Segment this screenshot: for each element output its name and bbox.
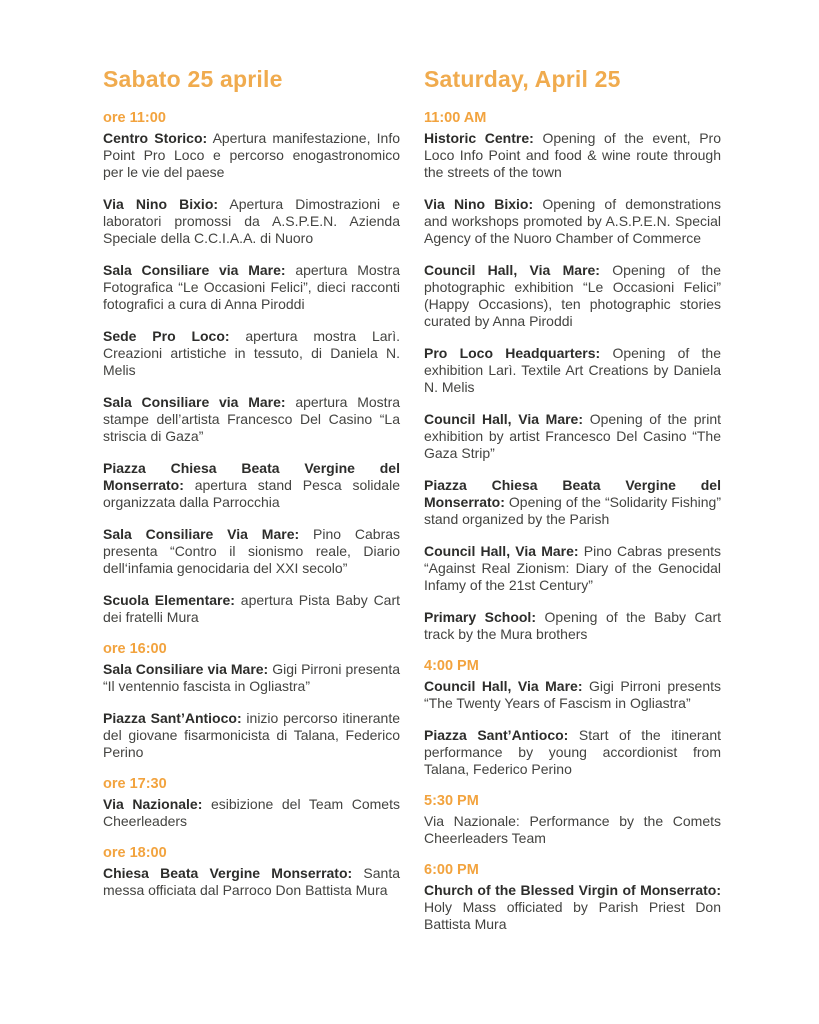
event-description: Gigi Pirroni presenta “Il ventennio fascista in Ogliastra” (103, 661, 401, 694)
location-description-separator (568, 727, 579, 743)
event-paragraph (103, 526, 400, 577)
event-paragraph (103, 710, 400, 761)
event-list (424, 678, 721, 778)
event-list (103, 130, 400, 626)
event-description: Opening of the Baby Cart track by the Mura brothers (424, 609, 721, 642)
event-paragraph (424, 477, 721, 528)
event-location: Sala Consiliare via Mare: (103, 661, 269, 677)
location-description-separator (600, 345, 612, 361)
event-paragraph (424, 727, 721, 778)
event-location: Council Hall, Via Mare: (424, 411, 584, 427)
time-label: ore 16:00 (103, 641, 167, 657)
event-list (103, 661, 400, 761)
event-paragraph (424, 543, 721, 594)
event-location: Sede Pro Loco: (103, 328, 230, 344)
time-label: 4:00 PM (424, 658, 479, 674)
event-location: Primary School: (424, 609, 536, 625)
event-paragraph (103, 661, 400, 695)
event-description: inizio percorso itinerante del giovane fisarmonicista di Talana, Federico Perino (103, 710, 401, 760)
event-description: apertura Mostra Fotografica “Le Occasioni Felici”, dieci racconti fotografici a cura di Anna Piroddi (103, 262, 401, 312)
location-description-separator (299, 526, 313, 542)
event-location: Scuola Elementare: (103, 592, 235, 608)
event-list (103, 796, 400, 830)
event-paragraph (103, 592, 400, 626)
time-label: ore 11:00 (103, 110, 166, 126)
time-label: 6:00 PM (424, 862, 479, 878)
time-section (424, 658, 721, 778)
event-location: Council Hall, Via Mare: (424, 678, 583, 694)
event-location: Pro Loco Headquarters: (424, 345, 601, 361)
event-paragraph (424, 813, 721, 847)
event-location: Chiesa Beata Vergine Monserrato: (103, 865, 353, 881)
event-paragraph (424, 130, 721, 181)
event-location: Piazza Chiesa Beata Vergine del Monserrato: (424, 477, 721, 510)
event-paragraph (103, 460, 400, 511)
event-location: Piazza Sant’Antioco: (103, 710, 242, 726)
event-list (424, 882, 721, 933)
location-description-separator (218, 196, 229, 212)
event-description: Pino Cabras presents “Against Real Zionism: Diary of the Genocidal Infamy of the 21st Century” (424, 543, 722, 593)
event-description: Santa messa officiata dal Parroco Don Battista Mura (103, 865, 401, 898)
event-location: Via Nazionale: (103, 796, 203, 812)
location-description-separator (286, 394, 296, 410)
event-description: apertura mostra Larì. Creazioni artistiche in tessuto, di Daniela N. Melis (103, 328, 400, 378)
event-description: Apertura manifestazione, Info Point Pro Loco e percorso enogastronomico per le vie del paese (103, 130, 400, 180)
location-description-separator (352, 865, 363, 881)
event-location: Sala Consiliare via Mare: (103, 262, 286, 278)
time-section (424, 793, 721, 847)
event-location: Council Hall, Via Mare: (424, 262, 600, 278)
event-list (103, 865, 400, 899)
event-description: Holy Mass officiated by Parish Priest Don Battista Mura (424, 899, 721, 932)
event-paragraph (424, 196, 721, 247)
time-section (103, 776, 400, 830)
time-label: 11:00 AM (424, 110, 487, 126)
event-paragraph (424, 882, 721, 933)
location-description-separator (184, 477, 195, 493)
event-paragraph (424, 345, 721, 396)
event-list (424, 813, 721, 847)
event-location: Centro Storico: (103, 130, 208, 146)
location-description-separator (202, 796, 211, 812)
event-description: Opening of the print exhibition by artist Francesco Del Casino “The Gaza Strip” (424, 411, 721, 461)
section-list (103, 110, 400, 899)
event-description: Opening of demonstrations and workshops promoted by A.S.P.E.N. Special Agency of the Nuoro Chamber of Commerce (424, 196, 721, 246)
event-location: Via Nino Bixio: (103, 196, 219, 212)
time-section (103, 845, 400, 899)
location-description-separator (600, 262, 612, 278)
event-description: Opening of the photographic exhibition “Le Occasioni Felici” (Happy Occasions), ten photographic stories curated by Anna Piroddi (424, 262, 722, 329)
time-label: ore 18:00 (103, 845, 167, 861)
time-label: 5:30 PM (424, 793, 479, 809)
event-description: Opening of the exhibition Larì. Textile Art Creations by Daniela N. Melis (424, 345, 721, 395)
event-location: Council Hall, Via Mare: (424, 543, 579, 559)
event-description: apertura Pista Baby Cart dei fratelli Mura (103, 592, 401, 625)
day-heading: Saturday, April 25 (424, 66, 621, 92)
event-paragraph (103, 196, 400, 247)
event-location: Church of the Blessed Virgin of Monserrato: (424, 882, 721, 898)
event-description: Opening of the “Solidarity Fishing” stand organized by the Parish (424, 494, 721, 527)
day-heading: Sabato 25 aprile (103, 66, 283, 92)
location-description-separator (583, 411, 590, 427)
event-description: Apertura Dimostrazioni e laboratori promossi da A.S.P.E.N. Azienda Speciale della C.C.I.A.A. di Nuoro (103, 196, 400, 246)
event-location: Sala Consiliare via Mare: (103, 394, 286, 410)
event-description: Performance by the Comets Cheerleaders Team (424, 813, 722, 846)
event-paragraph (103, 394, 400, 445)
event-paragraph (424, 262, 721, 330)
event-description: apertura Mostra stampe dell’artista Francesco Del Casino “La striscia di Gaza” (103, 394, 401, 444)
program-column-english (424, 66, 721, 948)
event-paragraph (424, 609, 721, 643)
event-location: Piazza Sant’Antioco: (424, 727, 569, 743)
location-description-separator (536, 609, 545, 625)
event-paragraph (424, 678, 721, 712)
event-location: Piazza Chiesa Beata Vergine del Monserrato: (103, 460, 400, 493)
event-list (424, 130, 721, 643)
event-paragraph (103, 865, 400, 899)
time-section (103, 641, 400, 761)
event-paragraph (103, 328, 400, 379)
event-paragraph (103, 262, 400, 313)
event-paragraph (103, 796, 400, 830)
location-description-separator (230, 328, 246, 344)
event-description: esibizione del Team Comets Cheerleaders (103, 796, 400, 829)
time-label: ore 17:30 (103, 776, 167, 792)
event-location: Historic Centre: (424, 130, 534, 146)
location-description-separator (520, 813, 530, 829)
time-section (103, 110, 400, 626)
event-location: Via Nino Bixio: (424, 196, 534, 212)
location-description-separator (286, 262, 296, 278)
event-description: apertura stand Pesca solidale organizzata dalla Parrocchia (103, 477, 400, 510)
event-description: Gigi Pirroni presents “The Twenty Years of Fascism in Ogliastra” (424, 678, 722, 711)
time-section (424, 110, 721, 643)
program-column-italian (103, 66, 400, 914)
event-location: Via Nazionale: (424, 813, 520, 829)
event-description: Start of the itinerant performance by young accordionist from Talana, Federico Perino (424, 727, 722, 777)
event-paragraph (103, 130, 400, 181)
event-paragraph (424, 411, 721, 462)
location-description-separator (533, 196, 542, 212)
event-description: Opening of the event, Pro Loco Info Point and food & wine route through the streets of the town (424, 130, 721, 180)
event-description: Pino Cabras presenta “Contro il sionismo reale, Diario dell‘infamia genocidaria del XXI secolo” (103, 526, 401, 576)
section-list (424, 110, 721, 933)
time-section (424, 862, 721, 933)
event-location: Sala Consiliare Via Mare: (103, 526, 300, 542)
